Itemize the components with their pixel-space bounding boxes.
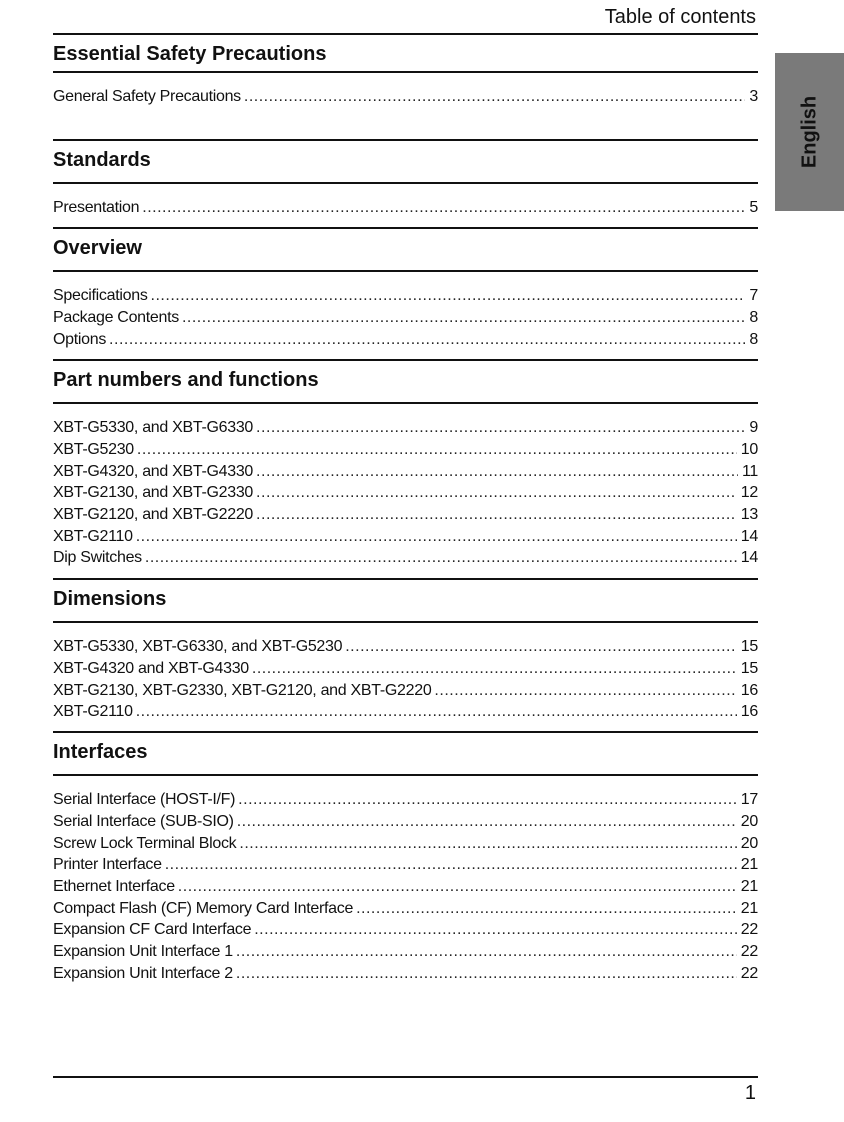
toc-entry-page: 16 [740,682,758,699]
section-title: Dimensions [53,588,167,610]
leader-dots [182,308,745,328]
toc-entry[interactable] [53,920,758,940]
toc-entry[interactable] [53,877,758,897]
toc-entry-page: 5 [749,199,758,216]
leader-dots [345,637,737,657]
toc-section-dimensions [53,578,758,720]
leader-dots [137,440,737,460]
leader-dots [244,87,746,107]
toc-entry-page: 21 [740,878,758,895]
toc-entry[interactable] [53,87,758,107]
language-tab-label: English [798,95,820,169]
toc-entry-label: Compact Flash (CF) Memory Card Interface [53,900,354,917]
toc-entry-page: 22 [740,921,758,938]
toc-entry[interactable] [53,637,758,657]
leader-dots [254,920,737,940]
toc-entry-label: Ethernet Interface [53,878,175,895]
leader-dots [165,855,737,875]
toc-entry-page: 14 [740,528,758,545]
toc-entry-label: XBT-G2130, and XBT-G2330 [53,484,254,501]
toc-entry-label: Package Contents [53,309,179,326]
leader-dots [136,702,737,722]
toc-section-safety [53,35,758,105]
toc-entry[interactable] [53,812,758,832]
toc-entry-page: 8 [749,309,758,326]
leader-dots [256,483,737,503]
section-title: Standards [53,149,151,171]
section-title: Essential Safety Precautions [53,43,327,65]
section-rule [53,182,758,184]
leader-dots [237,812,737,832]
toc-entry[interactable] [53,440,758,460]
toc-entry-page: 22 [740,965,758,982]
toc-entry[interactable] [53,483,758,503]
toc-entry[interactable] [53,527,758,547]
leader-dots [434,681,736,701]
toc-entry-label: XBT-G2110 [53,528,133,545]
toc-entry-label: XBT-G2110 [53,703,133,720]
toc-entry-label: XBT-G2130, XBT-G2330, XBT-G2120, and XBT-G2220 [53,682,432,699]
section-rule [53,774,758,776]
toc-entry[interactable] [53,548,758,568]
toc-entry-label: Presentation [53,199,140,216]
section-rule [53,402,758,404]
toc-entry[interactable] [53,855,758,875]
leader-dots [151,286,746,306]
toc-section-parts [53,359,758,566]
toc-entry-label: Expansion CF Card Interface [53,921,252,938]
toc-entry-label: Dip Switches [53,549,142,566]
leader-dots [256,505,737,525]
toc-entry-label: Serial Interface (HOST-I/F) [53,791,236,808]
leader-dots [142,198,745,218]
leader-dots [236,942,737,962]
toc-entry-page: 21 [740,856,758,873]
toc-entry[interactable] [53,286,758,306]
toc-entry[interactable] [53,702,758,722]
toc-entry-label: XBT-G5330, XBT-G6330, and XBT-G5230 [53,638,343,655]
section-title: Overview [53,237,142,259]
toc-entry-label: General Safety Precautions [53,88,241,105]
toc-entry[interactable] [53,899,758,919]
section-rule [53,621,758,623]
toc-entry-page: 11 [741,463,758,480]
toc-entry-label: XBT-G5330, and XBT-G6330 [53,419,254,436]
leader-dots [109,330,745,350]
leader-dots [236,964,737,984]
toc-section-standards [53,139,758,216]
toc-section-interfaces [53,731,758,982]
leader-dots [238,790,737,810]
toc-entry-page: 3 [749,88,758,105]
toc-entry[interactable] [53,942,758,962]
toc-entry-page: 20 [740,835,758,852]
leader-dots [252,659,737,679]
toc-entry[interactable] [53,308,758,328]
toc-entry-label: Expansion Unit Interface 1 [53,943,233,960]
toc-entry-page: 21 [740,900,758,917]
toc-entry-page: 16 [740,703,758,720]
footer-rule [53,1076,758,1078]
toc-entry-page: 13 [740,506,758,523]
toc-entry[interactable] [53,790,758,810]
language-tab [775,53,844,211]
toc-entry-label: XBT-G5230 [53,441,134,458]
toc-entry[interactable] [53,330,758,350]
leader-dots [178,877,737,897]
toc-entry-label: Screw Lock Terminal Block [53,835,237,852]
toc-entry-label: XBT-G4320 and XBT-G4330 [53,660,249,677]
toc-entry[interactable] [53,198,758,218]
toc-entry[interactable] [53,964,758,984]
toc-entry-label: Expansion Unit Interface 2 [53,965,233,982]
toc-entry-label: Printer Interface [53,856,162,873]
toc-entry[interactable] [53,462,758,482]
toc-entry-label: Options [53,331,107,348]
toc-entry[interactable] [53,681,758,701]
toc-entry-label: Serial Interface (SUB-SIO) [53,813,234,830]
toc-entry-page: 15 [740,638,758,655]
toc-entry-page: 14 [740,549,758,566]
toc-entry-page: 10 [740,441,758,458]
leader-dots [145,548,737,568]
toc-entry-page: 17 [740,791,758,808]
toc-entry-label: XBT-G2120, and XBT-G2220 [53,506,254,523]
toc-entry-label: XBT-G4320, and XBT-G4330 [53,463,254,480]
leader-dots [256,462,738,482]
toc-entry[interactable] [53,659,758,679]
section-title: Interfaces [53,741,148,763]
leader-dots [136,527,737,547]
toc-entry-page: 7 [749,287,758,304]
section-rule [53,71,758,73]
toc-section-overview [53,227,758,348]
section-rule [53,270,758,272]
toc-entry-page: 20 [740,813,758,830]
leader-dots [239,834,736,854]
toc-entry-page: 15 [740,660,758,677]
toc-entry[interactable] [53,505,758,525]
toc-entry-page: 22 [740,943,758,960]
leader-dots [356,899,737,919]
toc-entry-page: 8 [749,331,758,348]
toc-entry[interactable] [53,418,758,438]
toc-entry-page: 12 [740,484,758,501]
running-header: Table of contents [604,6,756,28]
page-number: 1 [744,1082,756,1104]
toc-entry-label: Specifications [53,287,148,304]
toc-entry[interactable] [53,834,758,854]
section-title: Part numbers and functions [53,369,319,391]
leader-dots [256,418,745,438]
toc-entry-page: 9 [749,419,758,436]
